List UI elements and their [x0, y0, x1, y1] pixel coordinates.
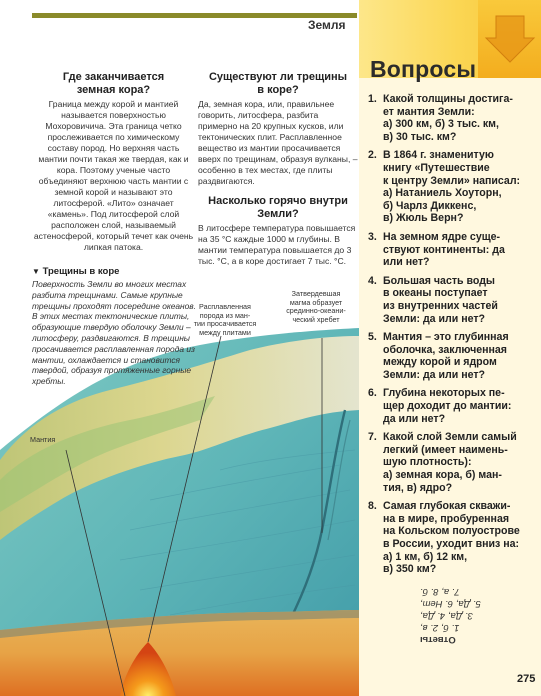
down-arrow-icon — [482, 10, 538, 70]
question-item — [368, 500, 538, 576]
heat-question-text: В литосфере температура повышается на 35 °С каждые 1000 м глубины. В мантии температура повышается до 3 тыс. °С, а в коре достигает 7 тыс. °С. — [198, 223, 356, 266]
triangle-down-icon: ▼ — [32, 267, 40, 276]
question-text: На земном ядре суще- ствуют континенты: да или нет? — [383, 230, 505, 269]
question-number: 7. — [368, 431, 377, 444]
crust-boundary-heading: Где заканчивается земная кора? — [62, 71, 165, 96]
answers-line: 5. Да, 6. Нет, — [420, 598, 481, 609]
question-text: Какой толщины достига- ет мантия Земли: а) 300 км, б) 3 тыс. км, в) 30 тыс. км? — [383, 93, 513, 143]
questions-title: Вопросы — [370, 56, 477, 82]
question-number: 2. — [368, 149, 377, 162]
question-text: В 1864 г. знаменитую книгу «Путешествие к центру Земли» написал: а) Натаниель Хоуторн, б) Чарлз Диккенс, в) Жюль Верн? — [383, 149, 521, 225]
question-item — [368, 331, 538, 381]
page-number: 275 — [517, 673, 536, 685]
answers-title: Ответы — [420, 634, 456, 645]
question-text: Какой слой Земли самый легкий (имеет наимень- шую плотность): а) земная кора, б) ман- тия, в) ядро? — [383, 431, 517, 494]
cracks-caption — [32, 266, 197, 387]
mantle-label: Мантия — [30, 435, 56, 444]
heat-question-heading: Насколько горячо внутри Земли? — [208, 195, 348, 220]
crust-boundary-text: Граница между корой и мантией называется поверхностью Мохоровичича. Эта граница четко прослеживается по химическому составу пород. Но верхняя часть мантии почти такая же твердая, как и кора. Поэтому ученые часто объединяют верхнюю часть мантии с земной корой и называют это литосферой. «Лито» означает «камень». Под литосферой слой расположен слой, называемый астеносферой, который течет как очень липкая патока. — [33, 99, 194, 252]
section-title: Земля — [308, 18, 346, 32]
answers-block — [420, 585, 490, 645]
question-item — [368, 431, 538, 494]
question-text: Большая часть воды в океаны поступает из внутренних частей Земли: да или нет? — [383, 274, 498, 325]
cracks-question-text: Да, земная кора, или, правильнее говорить, литосфера, разбита примерно на 20 крупных кусков, или тектонических плит. Расплавленное вещество из мантии просачивается вверх по трещинам, образуя вулканы, – особенно в тех местах, где плиты раздвигаются. — [198, 99, 358, 186]
question-number: 5. — [368, 331, 377, 344]
molten-rock-label: Расплавленная порода из ман- тии просачивается между плитами — [193, 302, 257, 337]
question-item — [368, 275, 538, 325]
cracks-question-heading: Существуют ли трещины в коре? — [208, 71, 348, 96]
question-number: 4. — [368, 274, 377, 287]
cracks-question-section — [198, 71, 358, 267]
cracks-caption-text: Поверхность Земли во многих местах разбита трещинами. Самые крупные трещины проходят посередине океанов. В этих местах тектонические плиты, образующие твердую оболочку Земли – литосферу, раздвигаются. В трещины просачивается расплавленная порода из мантии, охлаждается и становится твердой, образуя протяженные горные хребты. — [32, 279, 196, 387]
question-number: 8. — [368, 500, 377, 513]
question-number: 3. — [368, 230, 377, 243]
answers-line: 7. а, 8. б. — [420, 586, 460, 597]
question-text: Самая глубокая скважи- на в мире, пробуренная на Кольском полуострове в России, уходит вниз на: а) 1 км, б) 12 км, в) 350 км? — [383, 500, 520, 576]
ridge-label: Затвердевшая магма образует срединно-океани- ческий хребет — [286, 289, 346, 324]
questions-list — [368, 93, 538, 582]
question-number: 6. — [368, 387, 377, 400]
question-item — [368, 387, 538, 425]
answers-line: 3. Да, 4. Да, — [420, 610, 473, 621]
cracks-caption-heading — [32, 266, 197, 277]
question-text: Мантия – это глубинная оболочка, заключенная между корой и ядром Земли: да или нет? — [383, 331, 509, 381]
question-item — [368, 149, 538, 225]
answers-line: 1. б, 2. в, — [420, 622, 460, 633]
question-number: 1. — [368, 93, 377, 105]
question-item — [368, 93, 538, 143]
cracks-caption-title: Трещины в коре — [42, 266, 120, 277]
crust-boundary-section — [32, 71, 195, 253]
question-text: Глубина некоторых пе- щер доходит до мантии: да или нет? — [383, 387, 512, 425]
question-item — [368, 231, 538, 269]
arrow-badge — [478, 0, 541, 78]
